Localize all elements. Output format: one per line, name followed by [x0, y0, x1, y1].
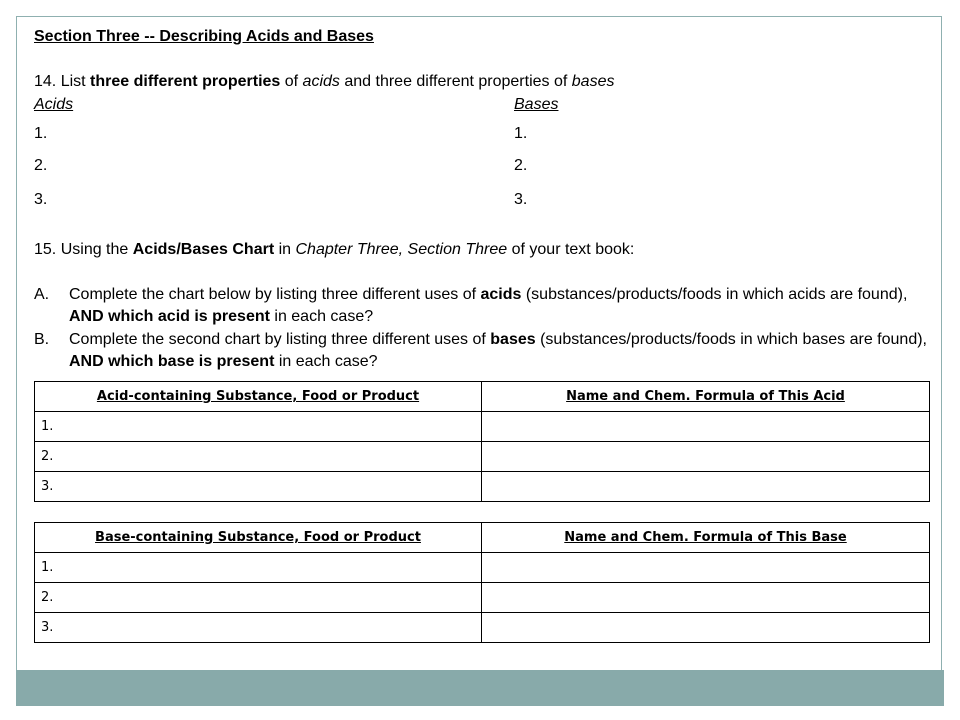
- acid-table-header-formula: Name and Chem. Formula of This Acid: [482, 382, 930, 412]
- acid-table-cell[interactable]: [482, 412, 930, 442]
- base-table-header-row: [35, 523, 930, 553]
- instruction-b-part-1: Complete the second chart by listing three different uses of: [69, 331, 491, 348]
- q14-text-4: acids: [302, 73, 340, 90]
- instruction-b-letter: B.: [34, 331, 50, 348]
- instruction-a-part-3: (substances/products/foods in which acids are found),: [521, 286, 908, 303]
- q15-text-4: Chapter Three, Section Three: [295, 241, 508, 258]
- acid-table-cell[interactable]: 3.: [35, 472, 482, 502]
- q14-text-5: and three different properties of: [339, 73, 572, 90]
- acid-table: [34, 381, 930, 502]
- base-table-cell[interactable]: 3.: [35, 613, 482, 643]
- instruction-b-part-2: bases: [490, 331, 536, 348]
- instruction-a-part-5: in each case?: [269, 308, 374, 325]
- q15-text-1: Using the: [60, 241, 133, 258]
- q14-text-6: bases: [571, 73, 615, 90]
- instruction-a-letter: A.: [34, 286, 50, 303]
- base-table-cell[interactable]: [482, 613, 930, 643]
- question-15: [34, 239, 634, 261]
- table-row: [35, 613, 930, 643]
- instruction-a-part-4: AND which acid is present: [69, 308, 270, 325]
- base-table: [34, 522, 930, 643]
- acid-table-header-row: [35, 382, 930, 412]
- table-row: [35, 472, 930, 502]
- q14-text-3: of: [280, 73, 303, 90]
- q14-number: 14.: [34, 73, 57, 90]
- bases-item-1: 1.: [514, 125, 528, 142]
- table-row: [35, 412, 930, 442]
- base-table-cell[interactable]: 2.: [35, 583, 482, 613]
- table-row: [35, 553, 930, 583]
- instruction-b-part-3: (substances/products/foods in which bases are found),: [535, 331, 927, 348]
- acids-header: Acids: [34, 96, 74, 113]
- base-table-cell[interactable]: 1.: [35, 553, 482, 583]
- acids-item-3: 3.: [34, 191, 48, 208]
- q15-text-3: in: [274, 241, 296, 258]
- q15-number: 15.: [34, 241, 57, 258]
- acids-item-1: 1.: [34, 125, 48, 142]
- table-row: [35, 442, 930, 472]
- instruction-b-text: [69, 329, 931, 373]
- acid-table-cell[interactable]: 2.: [35, 442, 482, 472]
- footer-bar: [16, 670, 944, 706]
- q14-text-2: three different properties: [90, 73, 281, 90]
- instruction-a-part-1: Complete the chart below by listing three different uses of: [69, 286, 481, 303]
- acid-table-header-substance: Acid-containing Substance, Food or Product: [35, 382, 482, 412]
- base-table-cell[interactable]: [482, 583, 930, 613]
- table-row: [35, 583, 930, 613]
- q14-text-1: List: [60, 73, 91, 90]
- base-table-header-substance: Base-containing Substance, Food or Product: [35, 523, 482, 553]
- section-title: Section Three -- Describing Acids and Bases: [34, 28, 374, 45]
- bases-item-2: 2.: [514, 157, 528, 174]
- bases-item-3: 3.: [514, 191, 528, 208]
- q15-text-2: Acids/Bases Chart: [132, 241, 275, 258]
- acid-table-cell[interactable]: [482, 442, 930, 472]
- instruction-b-part-5: in each case?: [274, 353, 378, 370]
- acid-table-cell[interactable]: [482, 472, 930, 502]
- base-table-cell[interactable]: [482, 553, 930, 583]
- instruction-b-part-4: AND which base is present: [69, 353, 275, 370]
- acid-table-cell[interactable]: 1.: [35, 412, 482, 442]
- instruction-a-text: [69, 284, 931, 328]
- q15-text-5: of your text book:: [507, 241, 635, 258]
- instruction-a-part-2: acids: [480, 286, 522, 303]
- bases-header: Bases: [514, 96, 559, 113]
- base-table-header-formula: Name and Chem. Formula of This Base: [482, 523, 930, 553]
- question-14: [34, 71, 614, 93]
- acids-item-2: 2.: [34, 157, 48, 174]
